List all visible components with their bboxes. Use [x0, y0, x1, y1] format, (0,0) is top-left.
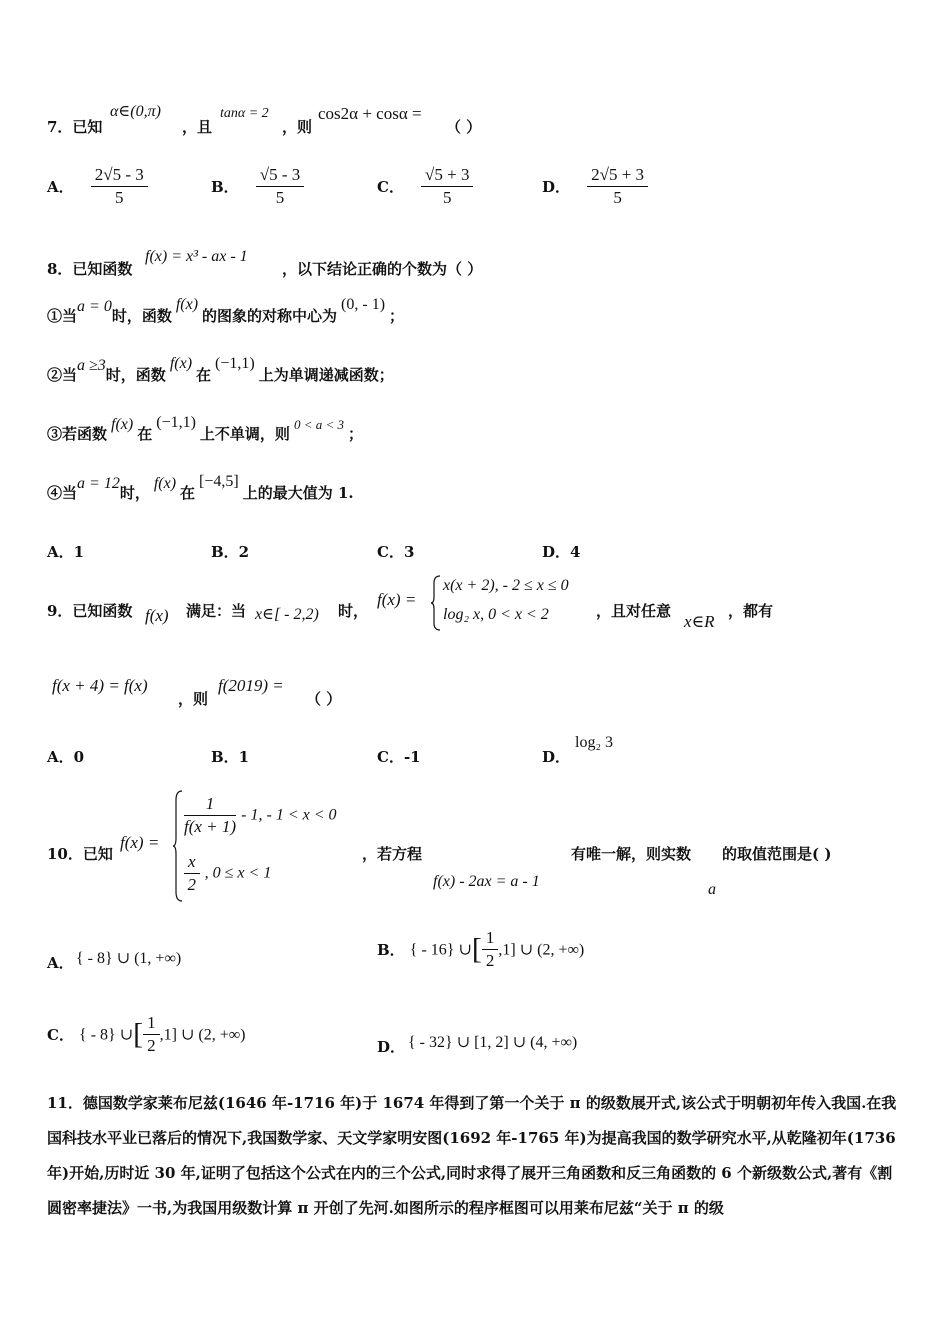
q10-option-c-label: C． [47, 1026, 74, 1044]
q8-s4-b: a = 12 [77, 475, 120, 492]
q10-text-2: 有唯一解，则实数 [571, 845, 692, 863]
q7-option-d [542, 164, 648, 209]
q9-text-2: 时， [338, 602, 369, 620]
q9-case-2: log₂ x, 0 < x < 2 [443, 606, 549, 623]
q8-s1-e: 的图象的对称中心为 [202, 307, 338, 325]
q10-option-d: { - 32} ∪ [1, 2] ∪ (4, +∞) [408, 1034, 578, 1051]
q9-domain: x∈[ - 2,2) [255, 606, 319, 623]
q10-option-c: C． { - 8} ∪[ $\frac{1}{2}$ ,1] ∪ (2, +∞) [47, 1013, 246, 1055]
q10-option-c-den: 2 [147, 1036, 156, 1055]
q8-option-d: D．4 [542, 543, 581, 561]
q10-case-1-tail: - 1, - 1 < x < 0 [241, 806, 337, 824]
q10-option-b: B． { - 16} ∪[ $\frac{1}{2}$ ,1] ∪ (2, +∞) [377, 928, 585, 970]
q9-option-d-label: D． [542, 748, 571, 766]
q10-brace [172, 790, 184, 902]
q9-answer-paren: （ ） [306, 690, 342, 708]
q8-question: ，以下结论正确的个数为（ ） [282, 260, 483, 278]
q9-text-1: 满足：当 [186, 602, 247, 620]
q9-option-a: A．0 [47, 748, 85, 766]
q8-function: f(x) = x³ - ax - 1 [145, 248, 248, 265]
q10-option-d-label: D． [377, 1038, 406, 1056]
q9-text-4: ，都有 [728, 602, 774, 620]
q8-s1-f: (0, - 1) [341, 296, 386, 313]
q7-option-b-fraction [256, 164, 305, 209]
q10-piecewise-lhs: f(x) = [120, 833, 160, 852]
q10-option-c-post: ,1] ∪ (2, +∞) [159, 1026, 246, 1044]
q7-option-c-num: √5 + 3 [421, 164, 473, 187]
q8-s4-g: 上的最大值为 1. [242, 484, 354, 502]
q7-option-b-den: 5 [275, 188, 285, 207]
q7-option-a-num: 2√5 - 3 [91, 164, 148, 187]
q7-option-c-fraction [421, 164, 473, 209]
q8-s4-c: 时， [119, 484, 150, 502]
q8-s3-b: f(x) [111, 416, 134, 433]
q10-variable-a: a [708, 881, 716, 898]
q9-ask: f(2019) = [218, 676, 284, 695]
q9-x-in-r: x∈R [684, 612, 715, 631]
q7-option-a-fraction [91, 164, 148, 209]
q8-s3-a: ③若函数 [47, 425, 108, 443]
q10-option-b-fraction [482, 927, 499, 972]
q7-option-a [47, 164, 148, 209]
q8-option-a: A．1 [47, 543, 85, 561]
q8-s3-f: 0 < a < 3 [293, 417, 344, 432]
q7-condition-tan: tanα = 2 [220, 106, 269, 121]
q8-s3-c: 在 [137, 425, 153, 443]
q8-statement-2 [47, 355, 394, 385]
q8-s4-a: ④当 [47, 484, 78, 502]
q7-option-d-num: 2√5 + 3 [587, 164, 648, 187]
q8-s4-d: f(x) [153, 475, 177, 492]
q9-case-1: x(x + 2), - 2 ≤ x ≤ 0 [443, 577, 569, 594]
q10-case-1-num: 1 [184, 793, 236, 816]
q8-s1-c: 时，函数 [111, 307, 172, 325]
q9-brace [430, 575, 442, 631]
q10-text-3: 的取值范围是( ) [722, 845, 832, 863]
q7-answer-paren: （ ） [446, 118, 482, 136]
q8-s1-a: ①当 [47, 307, 78, 325]
q7-condition-alpha: α∈(0,π) [110, 103, 161, 120]
q10-option-a-label: A． [47, 954, 74, 972]
q8-s2-c: 时，函数 [105, 366, 166, 384]
q8-s3-g: ； [347, 425, 363, 443]
q10-case-2-fraction [184, 851, 200, 896]
q10-option-c-pre: { - 8} ∪ [79, 1026, 134, 1044]
q8-option-b: B．2 [211, 543, 250, 561]
q8-s2-d: f(x) [169, 355, 193, 372]
q8-s2-b: a ≥3 [77, 357, 106, 374]
q8-s2-g: 上为单调递减函数； [258, 366, 394, 384]
q7-option-c-label: C． [377, 178, 404, 196]
q10-text-1: ，若方程 [362, 845, 423, 863]
q7-option-d-label: D． [542, 178, 571, 196]
q10-number: 10．已知 [47, 845, 113, 863]
q8-statement-4 [47, 473, 354, 503]
q10-option-b-label: B． [377, 941, 405, 959]
q10-option-b-post: ,1] ∪ (2, +∞) [498, 941, 585, 959]
q10-option-b-den: 2 [485, 951, 495, 970]
q8-s2-e: 在 [196, 366, 212, 384]
q10-case-2-tail: , 0 ≤ x < 1 [204, 864, 272, 882]
q10-case-1-fraction [184, 793, 236, 838]
q7-option-d-den: 5 [613, 188, 622, 207]
q10-case-2-den: 2 [187, 875, 197, 894]
q10-option-a: { - 8} ∪ (1, +∞) [76, 950, 182, 967]
q7-option-b [211, 164, 304, 209]
q9-f: f(x) [145, 606, 169, 625]
q10-option-c-fraction [143, 1012, 160, 1057]
q10-case-1-den: f(x + 1) [184, 817, 237, 836]
q8-s4-f: [−4,5] [199, 473, 239, 490]
q9-periodicity: f(x + 4) = f(x) [52, 676, 148, 695]
q10-case-2-num: x [184, 851, 200, 874]
q8-statement-3 [47, 414, 363, 444]
q10-case-2 [184, 851, 271, 896]
q7-text: ，且 [182, 118, 213, 136]
q9-option-d-value: log₂ 3 [575, 734, 614, 751]
q9-text-5: ，则 [178, 690, 209, 708]
q7-option-b-label: B． [211, 178, 239, 196]
q7-option-d-fraction [587, 164, 648, 209]
q8-s1-d: f(x) [175, 296, 199, 313]
q10-case-1 [184, 793, 337, 838]
q10-option-c-num: 1 [143, 1012, 160, 1035]
q8-s3-d: (−1,1) [156, 414, 196, 431]
q8-statement-1 [47, 296, 405, 326]
q7-number: 7．已知 [47, 118, 103, 136]
q8-s1-b: a = 0 [77, 298, 112, 315]
q8-option-c: C．3 [377, 543, 415, 561]
q7-option-a-label: A． [47, 178, 74, 196]
q8-s3-e: 上不单调，则 [199, 425, 290, 443]
q7-option-b-num: √5 - 3 [256, 164, 305, 187]
q10-option-b-num: 1 [482, 927, 499, 950]
q7-text-2: ，则 [282, 118, 313, 136]
q9-option-c: C．-1 [377, 748, 421, 766]
q9-piecewise-lhs: f(x) = [377, 590, 417, 609]
q9-option-b: B．1 [211, 748, 250, 766]
q9-number: 9．已知函数 [47, 602, 133, 620]
q9-text-3: ，且对任意 [596, 602, 672, 620]
q8-s4-e: 在 [180, 484, 196, 502]
q8-s2-f: (−1,1) [215, 355, 255, 372]
q8-number: 8．已知函数 [47, 260, 133, 278]
q10-option-b-pre: { - 16} ∪ [409, 941, 472, 959]
q7-option-a-den: 5 [114, 188, 124, 207]
q10-equation: f(x) - 2ax = a - 1 [433, 873, 540, 890]
q8-s2-a: ②当 [47, 366, 78, 384]
q11-text: 11．德国数学家莱布尼兹(1646 年-1716 年)于 1674 年得到了第一个关于 π 的级数展开式,该公式于明朝初年传入我国.在我国科技水平业已落后的情况下,我国数学家、天文学家明安图(1692 年-1765 年)为提高我国的数学研究水平,从乾隆初年(1736 年)开始,历时近 30 年,证明了包括这个公式在内的三个公式,同时求得了展开三角函数和反三角函数的 6 个新级数公式,著有《割圆密率捷法》一书,为我国用级数计算 π 开创了先河.如图所示的程序框图可以用莱布尼兹“关于 π 的级 [47, 1094, 897, 1217]
q8-s1-g: ； [389, 307, 405, 325]
q7-option-c [377, 164, 473, 209]
q7-option-c-den: 5 [443, 188, 452, 207]
q7-expression: cos2α + cosα = [318, 104, 422, 123]
